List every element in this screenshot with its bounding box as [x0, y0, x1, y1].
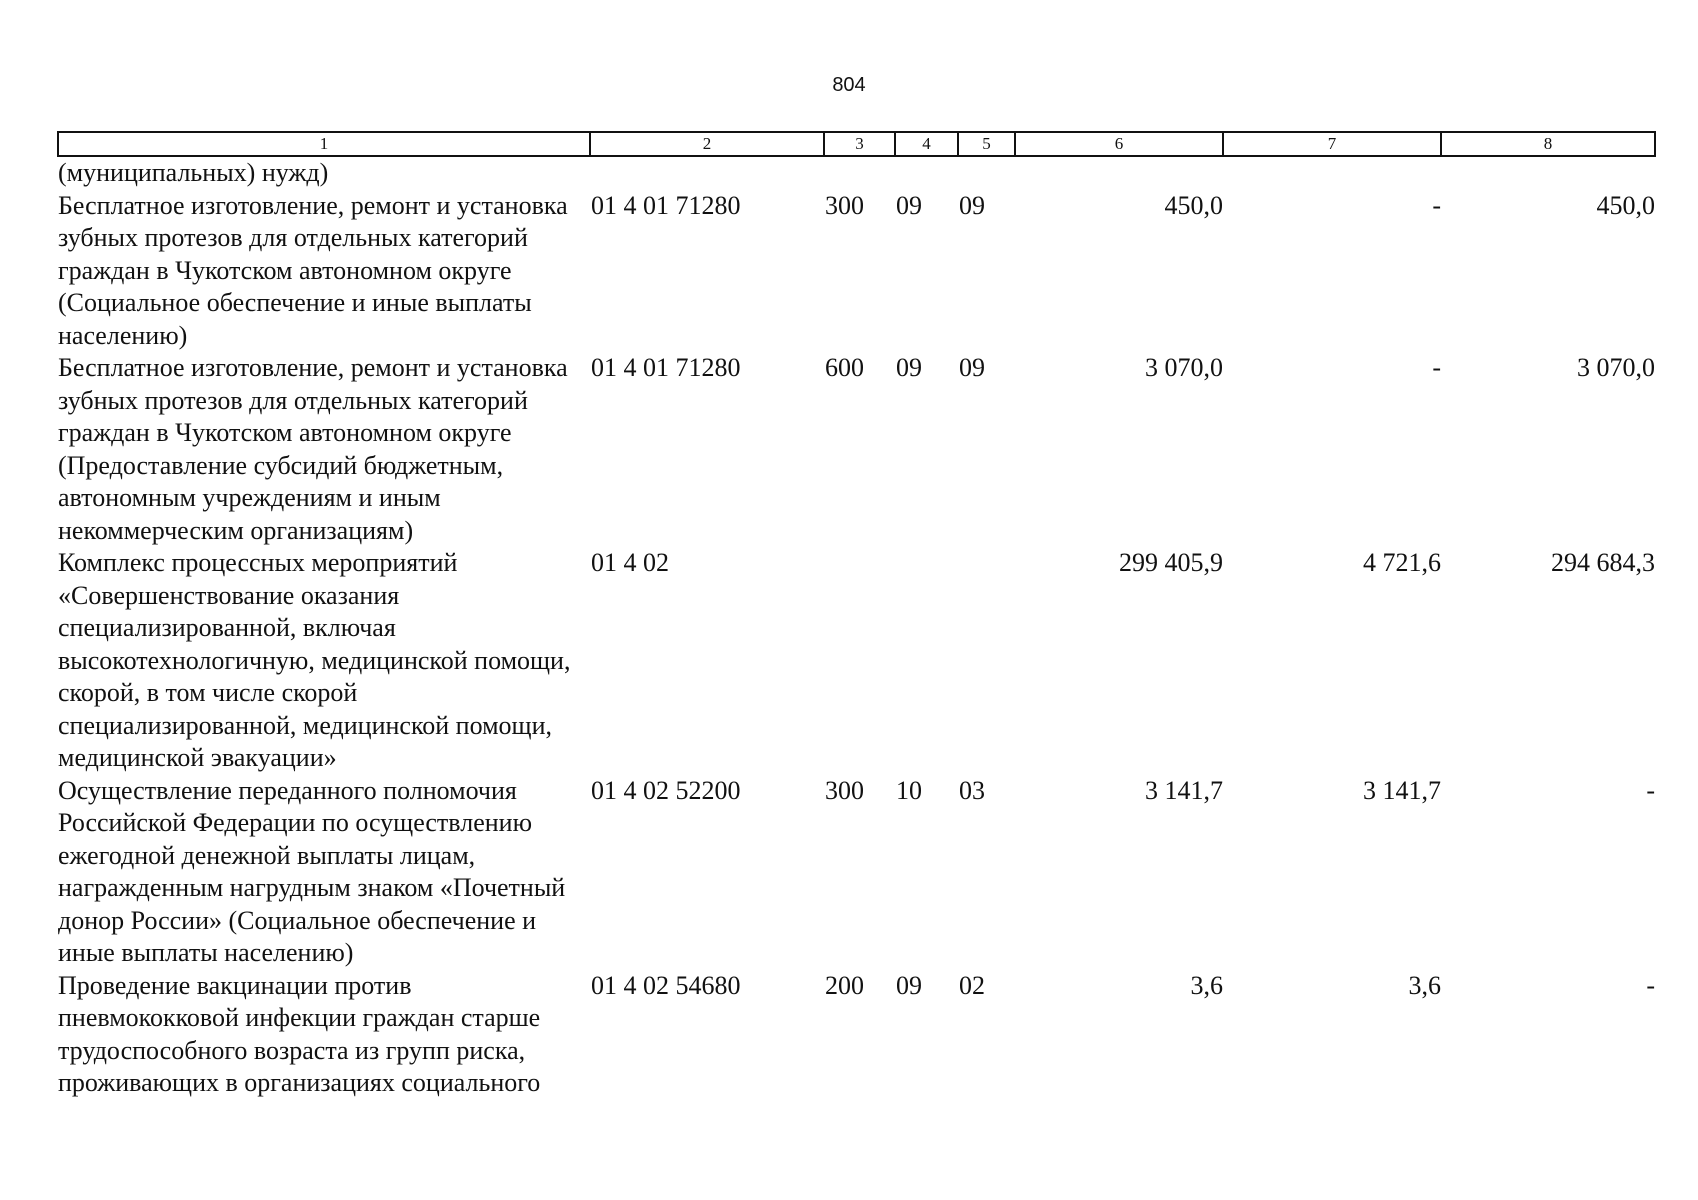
row-name-cell: Проведение вакцинации против пневмококковой инфекции граждан старше трудоспособного возраста из групп риска, проживающих в организациях социального [58, 970, 541, 1097]
column-header-2: 2 [590, 132, 824, 156]
section-cell: 09 [896, 353, 922, 382]
table-row-continuation [58, 156, 1655, 190]
column-header-3: 3 [824, 132, 895, 156]
row-name-cell: (муниципальных) нужд) [58, 158, 329, 187]
subsection-cell: 02 [959, 970, 985, 1000]
section-cell [895, 547, 958, 775]
amount-federal-cell: - [1432, 190, 1441, 220]
table-row [58, 970, 1655, 1100]
row-name-cell: Бесплатное изготовление, ремонт и установка зубных протезов для отдельных категорий граждан в Чукотском автономном округе (Предоставление субсидий бюджетным, автономным учреждениям и иным некоммерческим организациям) [58, 353, 568, 545]
subsection-cell: 09 [959, 353, 985, 382]
expense-type-cell: 200 [825, 970, 864, 1000]
target-article-code-cell: 01 4 01 71280 [591, 190, 741, 220]
amount-total-cell: 3,6 [1190, 970, 1223, 1000]
section-cell: 10 [896, 775, 922, 805]
subsection-cell: 09 [959, 190, 985, 220]
target-article-code-cell: 01 4 01 71280 [591, 353, 741, 382]
column-header-4: 4 [895, 132, 958, 156]
row-name-cell: Осуществление переданного полномочия Российской Федерации по осуществлению ежегодной денежной выплаты лицам, награжденным нагрудным знаком «Почетный донор России» (Социальное обеспечение и иные выплаты населению) [58, 775, 566, 967]
expense-type-cell [824, 547, 895, 775]
row-name-cell: Бесплатное изготовление, ремонт и установка зубных протезов для отдельных категорий граждан в Чукотском автономном округе (Социальное обеспечение и иные выплаты населению) [58, 190, 568, 350]
amount-total-cell: 3 141,7 [1145, 775, 1223, 805]
amount-regional-cell: - [1646, 775, 1655, 805]
section-cell: 09 [896, 970, 922, 1000]
amount-regional-cell: 450,0 [1596, 190, 1655, 220]
expense-type-cell: 600 [825, 353, 864, 382]
amount-federal-cell: - [1432, 353, 1441, 382]
target-article-code-cell: 01 4 02 54680 [591, 970, 741, 1000]
subsection-cell [958, 547, 1015, 775]
budget-table [57, 131, 1656, 1100]
table-row [58, 547, 1655, 775]
column-header-6: 6 [1015, 132, 1223, 156]
amount-total-cell: 450,0 [1164, 190, 1223, 220]
table-row [58, 190, 1655, 353]
target-article-code-cell: 01 4 02 52200 [591, 775, 741, 805]
column-header-7: 7 [1223, 132, 1441, 156]
subsection-cell: 03 [959, 775, 985, 805]
section-cell: 09 [896, 190, 922, 220]
column-number-header-row [58, 132, 1655, 156]
column-header-1: 1 [58, 132, 590, 156]
table-row [58, 775, 1655, 970]
amount-total-cell: 3 070,0 [1145, 353, 1223, 382]
amount-federal-cell: 3,6 [1408, 970, 1441, 1000]
amount-regional-cell: 3 070,0 [1577, 353, 1655, 382]
expense-type-cell: 300 [825, 190, 864, 220]
expense-type-cell: 300 [825, 775, 864, 805]
column-header-5: 5 [958, 132, 1015, 156]
column-header-8: 8 [1441, 132, 1655, 156]
page-number: 804 [832, 74, 866, 96]
target-article-code-cell: 01 4 02 [591, 548, 669, 577]
amount-regional-cell: - [1646, 970, 1655, 1000]
amount-total-cell: 299 405,9 [1119, 548, 1223, 577]
amount-federal-cell: 4 721,6 [1363, 548, 1441, 577]
table-row [58, 352, 1655, 547]
row-name-cell: Комплекс процессных мероприятий «Совершенствование оказания специализированной, включая высокотехнологичную, медицинской помощи, скорой, в том числе скорой специализированной, медицинской помощи, медицинской эвакуации» [58, 548, 571, 772]
amount-federal-cell: 3 141,7 [1363, 775, 1441, 805]
amount-regional-cell: 294 684,3 [1551, 548, 1655, 577]
